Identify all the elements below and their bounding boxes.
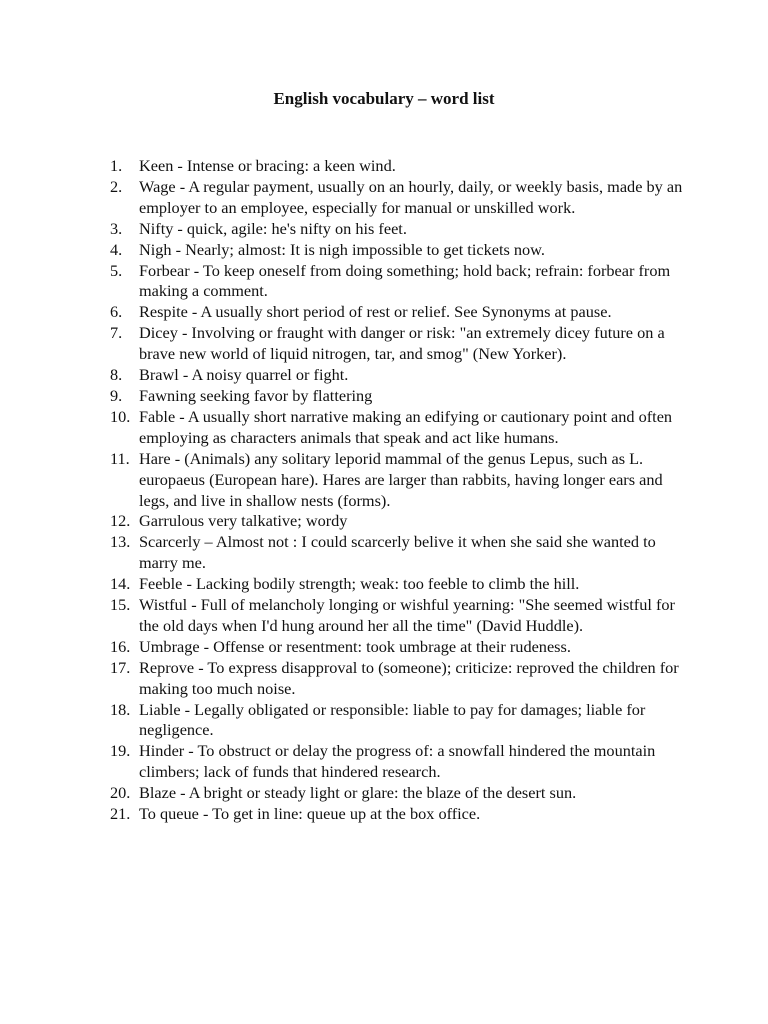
list-item bbox=[110, 532, 690, 574]
item-number: 11. bbox=[110, 448, 130, 468]
list-item bbox=[110, 804, 690, 825]
item-number: 2. bbox=[110, 176, 123, 196]
item-number: 12. bbox=[110, 511, 131, 531]
item-text: Brawl - A noisy quarrel or fight. bbox=[139, 365, 349, 385]
item-text: Keen - Intense or bracing: a keen wind. bbox=[139, 156, 396, 175]
item-text: Hinder - To obstruct or delay the progress of: a snowfall hindered the mountain climbers; lack of funds that hindered research. bbox=[139, 741, 656, 782]
list-item bbox=[110, 386, 690, 407]
item-number: 19. bbox=[110, 741, 131, 761]
list-item bbox=[110, 700, 690, 742]
list-item bbox=[110, 449, 690, 512]
item-text: To queue - To get in line: queue up at the box office. bbox=[139, 804, 481, 824]
list-item bbox=[110, 574, 690, 595]
list-item bbox=[110, 365, 690, 386]
item-text: Nigh - Nearly; almost: It is nigh impossible to get tickets now. bbox=[139, 239, 545, 259]
item-text: Umbrage - Offense or resentment: took umbrage at their rudeness. bbox=[139, 636, 571, 656]
item-text: Feeble - Lacking bodily strength; weak: too feeble to climb the hill. bbox=[139, 574, 580, 594]
item-number: 18. bbox=[110, 699, 131, 719]
item-number: 3. bbox=[110, 218, 123, 238]
list-item bbox=[110, 219, 690, 240]
item-text: Nifty - quick, agile: he's nifty on his feet. bbox=[139, 218, 407, 238]
item-text: Reprove - To express disapproval to (someone); criticize: reproved the children for making too much noise. bbox=[139, 657, 679, 698]
item-number: 16. bbox=[110, 636, 131, 656]
item-number: 14. bbox=[110, 574, 131, 594]
list-item bbox=[110, 595, 690, 637]
item-text: Forbear - To keep oneself from doing something; hold back; refrain: forbear from making a comment. bbox=[139, 260, 671, 301]
item-number: 4. bbox=[110, 239, 123, 259]
item-text: Liable - Legally obligated or responsible: liable to pay for damages; liable for negligence. bbox=[139, 699, 646, 740]
item-number: 17. bbox=[110, 657, 131, 677]
item-text: Dicey - Involving or fraught with danger or risk: "an extremely dicey future on a brave new world of liquid nitrogen, tar, and smog" (New Yorker). bbox=[139, 323, 665, 364]
item-number: 13. bbox=[110, 532, 131, 552]
list-item bbox=[110, 261, 690, 303]
item-text: Fable - A usually short narrative making an edifying or cautionary point and often employing as characters animals that speak and act like humans. bbox=[139, 406, 673, 447]
item-text: Wistful - Full of melancholy longing or wishful yearning: "She seemed wistful for the old days when I'd hung around her all the time" (David Huddle). bbox=[139, 595, 675, 635]
item-number: 9. bbox=[110, 385, 123, 405]
list-item bbox=[110, 302, 690, 323]
list-item bbox=[110, 511, 690, 532]
item-number: 6. bbox=[110, 302, 123, 322]
item-number: 1. bbox=[110, 156, 123, 175]
list-item bbox=[110, 658, 690, 700]
item-text: Respite - A usually short period of rest or relief. See Synonyms at pause. bbox=[139, 302, 612, 322]
list-item bbox=[110, 741, 690, 783]
list-item bbox=[110, 323, 690, 365]
list-item bbox=[110, 156, 690, 177]
item-number: 15. bbox=[110, 595, 131, 615]
item-text: Scarcerly – Almost not : I could scarcerly belive it when she said she wanted to marry me. bbox=[139, 532, 656, 573]
list-item bbox=[110, 177, 690, 219]
item-number: 5. bbox=[110, 260, 123, 280]
list-item bbox=[110, 783, 690, 804]
item-text: Fawning seeking favor by flattering bbox=[139, 385, 373, 405]
item-text: Wage - A regular payment, usually on an hourly, daily, or weekly basis, made by an employer to an employee, especially for manual or unskilled work. bbox=[139, 176, 683, 217]
item-number: 21. bbox=[110, 804, 131, 824]
item-number: 20. bbox=[110, 783, 131, 803]
vocabulary-list bbox=[110, 156, 690, 825]
list-item bbox=[110, 240, 690, 261]
item-text: Blaze - A bright or steady light or glare: the blaze of the desert sun. bbox=[139, 783, 577, 803]
item-text: Hare - (Animals) any solitary leporid mammal of the genus Lepus, such as L. europaeus (European hare). Hares are larger than rabbits, having longer ears and legs, and live in shallow nests (forms). bbox=[139, 448, 663, 510]
list-item bbox=[110, 407, 690, 449]
item-number: 8. bbox=[110, 365, 123, 385]
list-item bbox=[110, 637, 690, 658]
item-number: 7. bbox=[110, 323, 123, 343]
item-text: Garrulous very talkative; wordy bbox=[139, 511, 348, 531]
item-number: 10. bbox=[110, 406, 131, 426]
document-title: English vocabulary – word list bbox=[273, 89, 495, 108]
